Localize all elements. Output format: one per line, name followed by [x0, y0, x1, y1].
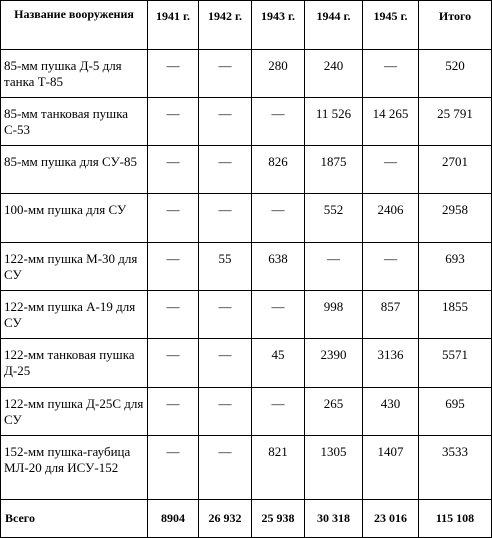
- cell-1945: 2406: [363, 194, 419, 243]
- cell-1942: 55: [199, 243, 252, 291]
- total-1943: 25 938: [252, 500, 305, 538]
- table-row: [1, 98, 492, 146]
- cell-1943: 45: [252, 339, 305, 388]
- cell-1944: 1875: [305, 146, 363, 194]
- table-row: [1, 243, 492, 291]
- cell-1943: 826: [252, 146, 305, 194]
- cell-1945: —: [363, 243, 419, 291]
- cell-1944: 2390: [305, 339, 363, 388]
- total-1941: 8904: [148, 500, 199, 538]
- table-row: [1, 146, 492, 194]
- header-1943: 1943 г.: [252, 1, 305, 50]
- header-1942: 1942 г.: [199, 1, 252, 50]
- total-1944: 30 318: [305, 500, 363, 538]
- cell-1945: —: [363, 146, 419, 194]
- total-1942: 26 932: [199, 500, 252, 538]
- cell-total: 695: [419, 388, 492, 436]
- cell-1942: —: [199, 436, 252, 500]
- cell-1944: 552: [305, 194, 363, 243]
- cell-1941: —: [148, 146, 199, 194]
- cell-total: 5571: [419, 339, 492, 388]
- total-1945: 23 016: [363, 500, 419, 538]
- cell-1944: 1305: [305, 436, 363, 500]
- table-row: [1, 50, 492, 98]
- cell-1942: —: [199, 98, 252, 146]
- cell-1942: —: [199, 388, 252, 436]
- cell-1945: 430: [363, 388, 419, 436]
- cell-1942: —: [199, 291, 252, 339]
- total-label: Всего: [1, 500, 148, 538]
- cell-1943: 280: [252, 50, 305, 98]
- cell-1943: —: [252, 388, 305, 436]
- cell-1941: —: [148, 98, 199, 146]
- cell-total: 520: [419, 50, 492, 98]
- table-row: [1, 194, 492, 243]
- cell-1944: 998: [305, 291, 363, 339]
- row-name: 85-мм пушка для СУ-85: [1, 146, 148, 194]
- table-row: [1, 388, 492, 436]
- header-1944: 1944 г.: [305, 1, 363, 50]
- cell-1941: —: [148, 243, 199, 291]
- header-1945: 1945 г.: [363, 1, 419, 50]
- row-name: 85-мм танковая пушка С-53: [1, 98, 148, 146]
- row-name: 122-мм танковая пушка Д-25: [1, 339, 148, 388]
- row-name: 100-мм пушка для СУ: [1, 194, 148, 243]
- cell-total: 693: [419, 243, 492, 291]
- cell-1945: —: [363, 50, 419, 98]
- cell-1941: —: [148, 436, 199, 500]
- cell-1943: —: [252, 291, 305, 339]
- cell-1944: 11 526: [305, 98, 363, 146]
- cell-1943: —: [252, 194, 305, 243]
- table-row: [1, 436, 492, 500]
- cell-1944: 240: [305, 50, 363, 98]
- row-name: 152-мм пушка-гаубица МЛ-20 для ИСУ-152: [1, 436, 148, 500]
- cell-1942: —: [199, 146, 252, 194]
- cell-total: 25 791: [419, 98, 492, 146]
- total-row: [1, 500, 492, 538]
- row-name: 122-мм пушка Д-25С для СУ: [1, 388, 148, 436]
- header-total: Итого: [419, 1, 492, 50]
- cell-1942: —: [199, 194, 252, 243]
- cell-total: 3533: [419, 436, 492, 500]
- header-name: Название вооружения: [1, 1, 148, 50]
- cell-1943: 821: [252, 436, 305, 500]
- cell-1941: —: [148, 194, 199, 243]
- cell-total: 2958: [419, 194, 492, 243]
- cell-1945: 1407: [363, 436, 419, 500]
- cell-1943: 638: [252, 243, 305, 291]
- cell-1945: 3136: [363, 339, 419, 388]
- row-name: 85-мм пушка Д-5 для танка Т-85: [1, 50, 148, 98]
- cell-1944: 265: [305, 388, 363, 436]
- cell-total: 2701: [419, 146, 492, 194]
- cell-1941: —: [148, 339, 199, 388]
- cell-1941: —: [148, 50, 199, 98]
- total-grand: 115 108: [419, 500, 492, 538]
- cell-1944: —: [305, 243, 363, 291]
- cell-1942: —: [199, 50, 252, 98]
- cell-1941: —: [148, 388, 199, 436]
- cell-1945: 14 265: [363, 98, 419, 146]
- cell-1941: —: [148, 291, 199, 339]
- header-1941: 1941 г.: [148, 1, 199, 50]
- row-name: 122-мм пушка М-30 для СУ: [1, 243, 148, 291]
- table-row: [1, 339, 492, 388]
- table-row: [1, 291, 492, 339]
- table-header-row: [1, 1, 492, 50]
- cell-total: 1855: [419, 291, 492, 339]
- cell-1942: —: [199, 339, 252, 388]
- cell-1945: 857: [363, 291, 419, 339]
- row-name: 122-мм пушка А-19 для СУ: [1, 291, 148, 339]
- cell-1943: —: [252, 98, 305, 146]
